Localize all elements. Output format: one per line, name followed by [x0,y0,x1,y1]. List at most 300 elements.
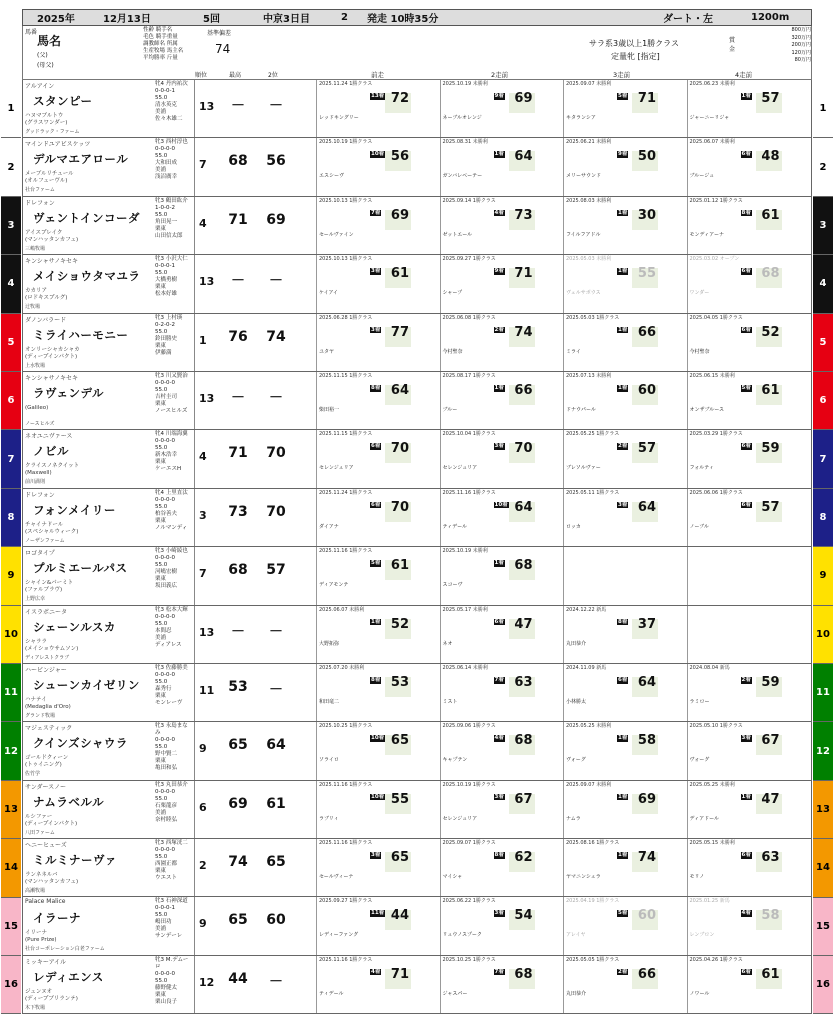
text-line: (ディープインパクト) [25,820,78,827]
text-line: 柏谷善夫 [155,510,178,517]
run-header: 2025.11.16 1勝クラス [319,548,373,555]
text-line: 55.0 [155,854,168,861]
run-finish: 9着 [618,151,628,158]
run-score: 64 [637,674,656,690]
past-run-2 [440,489,563,546]
horse-row [22,897,812,955]
run-finish: 11着 [371,910,385,917]
text-line: シャイン&パーミト [25,580,74,587]
text-line: 栗山良子 [155,998,178,1005]
jockey-trainer [155,957,193,1006]
second-score: 56 [266,153,286,170]
run-winner: スコーヴ [442,582,463,589]
text-line: (グラスワンダー) [25,120,68,126]
past-runs [316,664,811,721]
rank-value: 4 [199,216,207,230]
horse-name[interactable]: ミルミナーヴァ [33,853,117,868]
max-score: － [231,98,245,114]
breeder-name: 佐竹学 [25,771,41,778]
past-run-4 [687,314,810,371]
horse-name[interactable]: ヴェントインコーダ [33,210,140,225]
run-finish: 1着 [371,618,381,625]
text-line: 美浦 [155,109,167,115]
horse-row [22,197,812,255]
text-line: 55.0 [155,386,168,393]
run-finish: 2着 [494,326,504,333]
run-winner: ヴォーグ [689,757,710,764]
second-score: － [269,973,283,990]
run-header: 2025.11.15 1勝クラス [319,372,373,379]
text-line: クライスノネクイット [25,463,80,470]
run-finish: 1着 [618,326,628,333]
past-run-3 [563,839,686,896]
sire-name: Palace Malice [25,898,66,906]
text-line: 美浦 [155,809,167,816]
race-class: サラ系3歳以上1勝クラス [589,39,679,48]
run-finish: 6着 [494,618,504,625]
run-winner: セレンジュリア [319,465,354,472]
run-header: 2025.05.03 未勝利 [566,256,612,263]
text-line: 栗東 [155,459,167,466]
sire-name: ミッキーアイル [25,958,67,966]
text-line: 55.0 [155,744,168,751]
breeder-name: 木下牧場 [25,1004,46,1011]
past-runs [316,372,811,429]
label-6: 生産牧場 [143,48,166,54]
run-header: 2025.11.16 1勝クラス [319,840,373,847]
text-line: 55.0 [155,795,168,802]
text-line: 美浦 [155,167,167,174]
sire-name: ドレフォン [25,199,55,207]
text-line: (ファルブラヴ) [25,587,63,594]
run-finish: 6着 [371,501,381,508]
text-line: 伊藤満 [155,349,172,356]
past-run-4 [687,255,810,312]
second-score: － [269,273,283,290]
text-line: 栗東 [155,517,167,524]
run-finish: 1着 [494,560,504,567]
run-header: 2025.03.29 1勝クラス [689,431,743,438]
run-winner: ネオ [442,640,453,647]
run-score: 52 [761,324,780,340]
run-header: 2025.10.13 1勝クラス [319,197,373,204]
run-finish: 3着 [371,326,381,333]
run-winner: モリノ [689,874,705,881]
text-line: シャララ [25,638,47,645]
text-line: 亀田和弘 [155,765,178,772]
text-line: 55.0 [155,503,168,510]
gate-number: 10 [813,606,833,664]
past-run-3 [563,722,686,779]
race-header [22,9,812,26]
run-score: 55 [637,266,656,282]
text-line: 0-0-0-0 [155,970,175,977]
horse-name[interactable]: スタンピー [33,94,93,108]
run-winner: ドナウパール [566,406,596,413]
past-runs [316,781,811,838]
run-header: 2025.05.25 未勝利 [689,781,735,788]
run-score: 67 [514,791,533,807]
rank-value: 7 [199,158,207,172]
second-score: － [269,98,283,114]
past-run-2 [440,664,563,721]
dam-name [25,405,120,412]
run-finish: 6着 [741,268,751,275]
label-0: 性齢 [143,27,155,33]
run-header: 2025.04.19 1勝クラス [566,898,620,905]
dam-name [25,230,120,244]
past-run-1 [316,781,439,838]
race-distance: 1200m [751,12,790,23]
run-winner: ディアモンテ [319,582,349,589]
text-line: 野中賢二 [155,751,178,758]
run-finish: 4着 [494,209,504,216]
dam-name [25,463,120,477]
run-finish: 8着 [494,852,504,859]
run-winner: ヤマニンシュラ [566,874,601,881]
run-finish: 3着 [741,735,751,742]
past-run-3 [563,956,686,1013]
text-line: 栗東 [155,692,167,699]
label-2: 毛色 [143,34,155,40]
run-header: 2025.09.07 未勝利 [566,81,612,87]
max-score: 73 [228,503,248,520]
rank-value: 9 [199,742,207,756]
gate-number: 15 [813,898,833,956]
text-line: ゴールドクィーン [25,755,69,762]
text-line: オンリーシャカシャカ [25,346,80,353]
run-header: 2025.11.16 1勝クラス [319,956,373,963]
horse-row [22,547,812,605]
text-line: (メイショウサムソン) [25,645,79,652]
kijun-value: 74 [215,42,231,56]
gate-number: 12 [813,722,833,780]
text-line: 0-0-0-1 [155,88,175,94]
horse-row [22,839,812,897]
race-track: ダート・左 [663,14,713,25]
text-line: (Medaglia d'Oro) [25,703,71,710]
breeder-name: 社台ファーム [25,187,55,194]
horse-row [22,606,812,664]
gate-number: 9 [813,547,833,605]
run-score: 52 [390,616,409,632]
horse-name[interactable]: シューンカイゼリン [33,677,140,692]
text-line: 森秀行 [155,685,172,692]
run-header: 2025.07.20 未勝利 [319,664,365,671]
text-line: 牝3 石神深道 [155,898,188,905]
run-header: 2025.09.27 1勝クラス [319,898,373,905]
run-winner: ジャーニーリジャ [689,115,730,121]
run-header: 2025.06.14 未勝利 [442,664,488,671]
run-score: 48 [761,149,780,165]
horse-name[interactable]: デルマエアロール [33,152,129,167]
past-run-3 [563,138,686,195]
run-winner: ダイアナ [319,523,339,530]
run-header: 2024.11.09 新馬 [566,664,607,671]
run-score: 71 [514,266,533,282]
horse-row [22,956,812,1014]
run-header: 2025.06.22 1勝クラス [442,898,496,905]
gate-number: 5 [1,314,21,372]
text-line: 0-0-0-0 [155,146,175,153]
horse-name[interactable]: ラヴェンデル [33,385,104,400]
text-line: 美浦 [155,634,167,641]
past-run-2 [440,897,563,954]
sire-name: マインドユアビスケッツ [25,141,91,149]
run-score: 54 [514,908,533,924]
text-line: 55.0 [155,977,168,984]
kijun-label: 基準偏差 [207,30,232,37]
run-header: 2025.05.25 未勝利 [566,723,612,730]
text-line: チャイナドール [25,521,64,528]
run-score: 69 [390,207,409,223]
run-header: 2025.05.15 未勝利 [689,840,735,847]
text-line: 牝3 鶴田紘介 [155,197,188,204]
col-rank-label: 順位 [195,72,208,79]
past-runs [316,606,811,663]
run-winner: ソライロ [319,757,339,764]
run-winner: ノーブル [689,523,709,530]
run-score: 55 [390,791,409,807]
run-winner: 小林勝太 [566,698,587,705]
jockey-trainer [155,139,193,181]
label-8: 平均勝率 [143,55,166,61]
past-run-1 [316,255,439,312]
text-line: 55.0 [155,153,168,160]
run-finish: 5着 [618,910,628,917]
breeder-name: 高瀬牧場 [25,888,46,895]
past-run-3 [563,314,686,371]
second-score: － [269,681,283,698]
run-header: 2025.03.02 オープン [689,256,740,263]
past-run-3 [563,489,686,546]
past-runs [316,430,811,487]
horse-name[interactable]: レディエンス [33,969,104,984]
gate-number: 11 [813,664,833,722]
jockey-trainer [155,665,193,707]
text-line: 栗東 [155,758,167,765]
run-header: 2025.06.07 未勝利 [689,139,735,146]
past-run-4 [687,372,810,429]
past-run-2 [440,372,563,429]
run-finish: 5着 [618,93,628,99]
text-line: 55.0 [155,678,168,685]
text-line: 牝4 川端海翼 [155,431,188,438]
past-runs [316,956,811,1013]
horse-row [22,372,812,430]
run-winner: エスシーヴ [319,173,345,180]
run-header: 2025.05.10 1勝クラス [689,723,743,730]
text-line: 角田晃一 [155,218,178,225]
run-winner: ジャスパー [442,990,468,997]
horse-name[interactable]: シェーンルスカ [33,619,116,634]
text-line: 0-0-0-1 [155,263,175,270]
text-line: 0-2-0-2 [155,321,175,328]
second-score: 57 [266,562,286,579]
run-finish: 3着 [494,793,504,800]
text-line: (ロドキスプルグ) [25,295,68,302]
col-ban-label: 馬番 [25,29,38,36]
text-line: 0-0-0-0 [155,555,175,562]
run-header: 2025.11.15 1勝クラス [319,431,373,438]
past-run-2 [440,197,563,254]
jockey-trainer [155,373,193,415]
breeder-name: 三嶋牧場 [25,245,46,252]
gate-number: 2 [1,138,21,196]
text-line: (Maxwell) [25,470,52,477]
run-score: 68 [514,733,533,749]
run-finish: 13着 [371,93,385,99]
past-run-1 [316,372,439,429]
run-finish: 7着 [494,676,504,683]
jockey-trainer [155,607,193,649]
run-header: 2025.11.24 1勝クラス [319,81,373,87]
text-line: アイスプレイク [25,229,63,236]
jockey-trainer [155,256,193,298]
text-line: 大橋勇樹 [155,277,178,284]
text-line: 栗東 [155,991,167,998]
text-line: 牝3 上村瑛 [155,314,183,321]
jockey-trainer [155,723,193,772]
run-finish: 1着 [618,793,628,800]
col-prev-label: 前走 [371,71,384,79]
run-header: 2025.09.27 1勝クラス [442,256,496,263]
run-header: 2025.10.25 1勝クラス [319,723,373,730]
horse-info [23,138,195,195]
dam-name [25,288,120,302]
race-date: 12月13日 [103,14,151,25]
run-score: 53 [390,674,409,690]
text-line: 0-0-0-0 [155,671,175,678]
dam-name [25,755,120,769]
dam-name [25,697,120,711]
run-winner: ブレソルヴァー [566,465,601,472]
horse-name[interactable]: イラーナ [33,911,81,926]
dam-name [25,347,120,361]
gate-number: 13 [1,781,21,839]
race-start: 発走 10時35分 [367,14,439,25]
text-line: ランネネルバ [25,872,58,879]
text-line: 藤野健太 [155,984,178,991]
past-run-1 [316,80,439,137]
max-score: 74 [228,854,248,871]
run-score: 61 [761,382,780,398]
run-header: 2025.09.06 1勝クラス [442,723,496,730]
second-score: － [269,389,283,406]
run-score: 61 [390,266,409,282]
run-score: 70 [390,441,409,457]
text-line: 松本好雄 [155,291,178,298]
horse-name[interactable]: フォンメイリー [33,502,116,517]
text-line: 55.0 [155,95,168,101]
jockey-trainer [155,898,193,940]
run-score: 37 [637,616,656,632]
horse-row [22,138,812,196]
past-runs [316,722,811,779]
horse-name[interactable]: クインズシャウラ [33,736,128,751]
horse-name[interactable]: ノビル [33,444,69,459]
gate-number: 14 [813,839,833,897]
horse-info [23,547,195,604]
run-score: 73 [514,207,533,223]
past-run-4 [687,722,810,779]
text-line: 55.0 [155,328,168,335]
run-header: 2025.10.19 未勝利 [442,548,488,555]
past-run-2 [440,314,563,371]
text-line: 0-0-0-0 [155,496,175,503]
run-header: 2025.05.11 1勝クラス [566,489,620,496]
sire-name: ロゴタイプ [25,550,55,558]
rank-value: 13 [199,275,215,289]
col-2nd-label: 2位 [268,72,278,79]
gate-number: 16 [1,956,21,1014]
rank-value: 11 [199,683,215,697]
gate-number: 11 [1,664,21,722]
run-finish: 7着 [371,209,381,216]
run-winner: ディアドール [689,815,720,822]
max-score: － [231,273,245,290]
past-run-1 [316,430,439,487]
text-line: 新木浩幸 [155,452,178,459]
run-score: 30 [637,207,656,223]
run-finish: 2着 [618,443,628,450]
label-4: 調教師名 [143,41,166,47]
run-winner: シャープ [442,290,463,297]
run-score: 68 [514,966,533,982]
text-line: 本間忍 [155,627,172,634]
past-run-3 [563,80,686,137]
gate-number: 3 [813,197,833,255]
past-run-4 [687,664,810,721]
run-score: 69 [514,91,533,106]
text-line: ノースヒルズ [155,407,188,414]
max-score: 71 [228,445,248,462]
run-winner: ラブリィ [319,815,339,822]
run-finish: 1着 [618,384,628,391]
max-score: 65 [228,737,248,754]
past-run-3 [563,781,686,838]
run-header: 2025.09.07 未勝利 [566,781,612,788]
horse-row [22,664,812,722]
gate-number: 13 [813,781,833,839]
run-finish: 6着 [741,968,751,975]
run-score: 65 [390,733,409,749]
horse-name[interactable]: ミライハーモニー [33,327,129,342]
horse-name[interactable]: ナムラベルル [33,794,105,809]
jockey-trainer [155,782,193,824]
run-score: 57 [761,91,780,106]
run-header: 2025.10.25 1勝クラス [442,956,496,963]
run-header: 2025.05.03 1勝クラス [566,314,620,321]
run-finish: 8着 [371,384,381,391]
horse-name[interactable]: メイショウタマユラ [33,269,141,284]
text-line: 石栗龍彦 [155,802,178,809]
second-score: 74 [266,328,286,345]
breeder-name: 前川満則 [25,479,46,486]
run-score: 64 [637,499,656,515]
horse-name[interactable]: プルミエールパス [33,561,128,576]
max-score: 68 [228,562,248,579]
col-max-label: 最高 [229,72,242,79]
rank-value: 9 [199,917,207,931]
jockey-trainer [155,81,193,123]
run-score: 61 [761,966,780,982]
horse-table [22,80,812,1014]
run-score: 68 [514,558,533,574]
text-line: 0-0-0-0 [155,379,175,386]
past-run-3 [563,606,686,663]
dam-name [25,814,120,828]
